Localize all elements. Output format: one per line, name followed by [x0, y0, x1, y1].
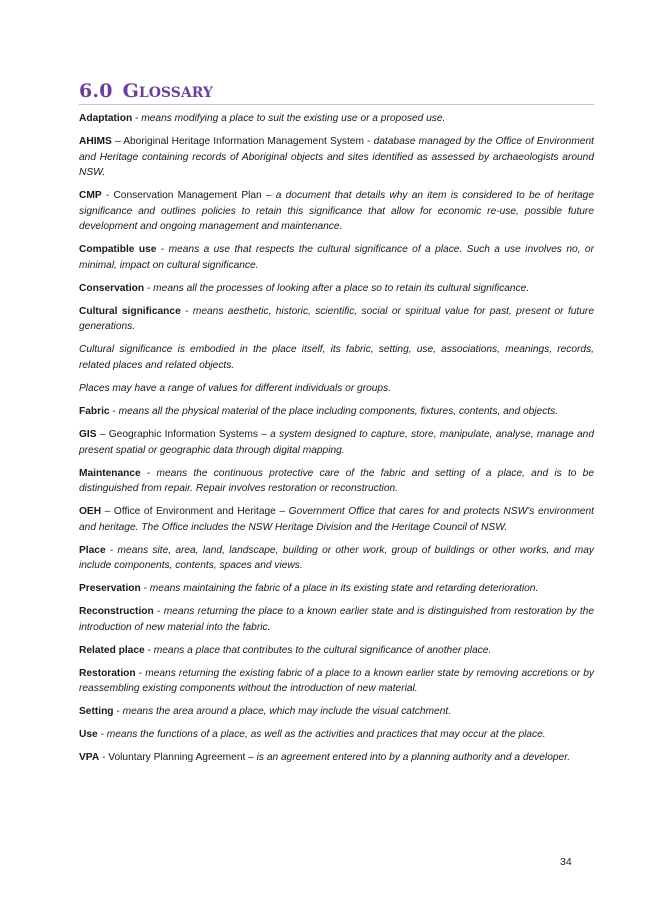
section-title-initial: G — [122, 80, 139, 102]
glossary-definition: database managed by the Office of Environment and Heritage containing records of Aboriginal objects and sites identified as assessed by archaeologists around NSW. — [79, 135, 594, 179]
glossary-definition: means all the physical material of the place including components, fixtures, contents, and objects. — [118, 406, 559, 418]
glossary-separator: – — [96, 429, 109, 441]
glossary-definition: means a place that contributes to the cultural significance of another place. — [153, 644, 492, 656]
glossary-term: Related place — [79, 644, 145, 656]
glossary-definition: means returning the existing fabric of a place to a known earlier state by removing accretions or by reassembling existing components without the introduction of new material. — [79, 667, 594, 695]
section-title — [123, 80, 213, 102]
glossary-definition: Government Office that cares for and protects NSW’s environment and heritage. The Office includes the NSW Heritage Division and the Heritage Council of NSW. — [79, 506, 595, 533]
glossary-definition: means the area around a place, which may include the visual catchment. — [122, 706, 452, 718]
glossary-definition: means site, area, land, landscape, building or other work, group of buildings or other works, and may include components, contents, spaces and views. — [79, 544, 595, 572]
glossary-definition: means aesthetic, historic, scientific, social or spiritual value for past, present or future generations. — [79, 305, 594, 333]
glossary-entry-adaptation — [79, 111, 594, 127]
glossary-expansion: Office of Environment and Heritage – — [113, 506, 289, 518]
glossary-entry-restoration — [79, 666, 594, 697]
section-title-rest: LOSSARY — [138, 85, 213, 101]
glossary-term: VPA — [79, 752, 100, 764]
glossary-definition: is an agreement entered into by a planning authority and a developer. — [256, 752, 571, 764]
page-number: 34 — [560, 856, 572, 868]
glossary-expansion: Conservation Management Plan – — [113, 190, 276, 202]
glossary-separator: - — [109, 406, 119, 418]
section-heading — [79, 80, 594, 105]
glossary-definition: means the continuous protective care of the fabric and setting of a place, and is to be distinguished from repair. Repair involves restoration or reconstruction. — [79, 467, 594, 495]
glossary-term: Setting — [79, 706, 114, 718]
glossary-term: Restoration — [79, 667, 136, 679]
glossary-definition: a system designed to capture, store, manipulate, analyse, manage and present spatial or geographic data through digital mapping. — [79, 429, 594, 456]
glossary-separator: - — [101, 190, 114, 202]
glossary-entry-vpa — [79, 750, 594, 766]
glossary-term: AHIMS — [79, 135, 112, 147]
glossary-term: Preservation — [79, 583, 141, 595]
glossary-term: Maintenance — [79, 467, 141, 479]
glossary-separator: - — [153, 606, 164, 618]
glossary-definition: means maintaining the fabric of a place in its existing state and retarding deterioration. — [149, 583, 539, 595]
section-number: 6.0 — [79, 80, 113, 102]
glossary-entry-use — [79, 727, 594, 743]
glossary-entry-fabric — [79, 404, 594, 420]
glossary-definition: means modifying a place to suit the existing use or a proposed use. — [141, 113, 446, 124]
glossary-entry-conservation — [79, 281, 594, 297]
glossary-term: Compatible use — [79, 244, 157, 256]
glossary-entry-ahims — [79, 134, 594, 181]
glossary-entry-maintenance — [79, 466, 594, 497]
glossary-term: Use — [79, 729, 98, 741]
glossary-expansion: Geographic Information Systems – — [108, 429, 271, 441]
glossary-separator: - — [144, 644, 154, 656]
glossary-separator: - — [99, 752, 109, 764]
glossary-entry-reconstruction — [79, 604, 594, 635]
glossary-separator: - — [140, 583, 150, 595]
glossary-separator: – — [111, 135, 124, 147]
glossary-term: Adaptation — [79, 113, 133, 124]
glossary-term: Reconstruction — [79, 606, 154, 618]
glossary-definition: Places may have a range of values for different individuals or groups. — [79, 383, 392, 395]
glossary-separator: - — [105, 544, 118, 556]
glossary-entry-oeh — [79, 504, 594, 535]
glossary-expansion: Aboriginal Heritage Information Management System - — [123, 135, 374, 147]
glossary-entry-preservation — [79, 581, 594, 597]
glossary-definition: means the functions of a place, as well as the activities and practices that may occur at the place. — [106, 729, 546, 741]
glossary-definition: Cultural significance is embodied in the place itself, its fabric, setting, use, associations, meanings, records, related places and related objects. — [79, 344, 594, 372]
glossary-definition: means a use that respects the cultural significance of a place. Such a use involves no, or minimal, impact on cultural significance. — [79, 244, 594, 271]
glossary-term: GIS — [79, 429, 97, 441]
glossary-separator: - — [156, 244, 169, 256]
glossary-note-values — [79, 381, 594, 397]
glossary-term: Cultural significance — [79, 305, 181, 317]
glossary-separator: – — [101, 506, 114, 518]
glossary-term: Fabric — [79, 406, 110, 418]
glossary-entry-compatible-use — [79, 242, 594, 273]
glossary-entry-related-place — [79, 643, 594, 659]
glossary-definition: means returning the place to a known earlier state and is distinguished from restoration by the introduction of new material into the fabric. — [79, 606, 595, 633]
glossary-separator: - — [135, 667, 146, 679]
glossary-entry-cultural-significance — [79, 304, 594, 335]
glossary-definition: a document that details why an item is considered to be of heritage significance and outlines policies to retain this significance that allow for economic re-use, possible future development and ongoing management and maintenance. — [79, 190, 595, 233]
glossary-list — [79, 111, 594, 773]
glossary-term: CMP — [79, 190, 102, 202]
glossary-entry-setting — [79, 704, 594, 720]
glossary-separator: - — [132, 113, 142, 124]
glossary-separator: - — [97, 729, 107, 741]
glossary-term: Place — [79, 544, 106, 556]
glossary-separator: - — [113, 706, 123, 718]
glossary-separator: - — [144, 282, 154, 294]
glossary-entry-cmp — [79, 188, 594, 235]
glossary-separator: - — [180, 305, 193, 317]
glossary-definition: means all the processes of looking after a place so to retain its cultural significance. — [153, 282, 530, 294]
glossary-expansion: Voluntary Planning Agreement – — [108, 752, 257, 764]
glossary-term: OEH — [79, 506, 102, 518]
glossary-entry-gis — [79, 427, 594, 458]
glossary-term: Conservation — [79, 282, 145, 294]
glossary-note-embodied — [79, 342, 594, 373]
glossary-entry-place — [79, 543, 594, 574]
glossary-separator: - — [140, 467, 157, 479]
